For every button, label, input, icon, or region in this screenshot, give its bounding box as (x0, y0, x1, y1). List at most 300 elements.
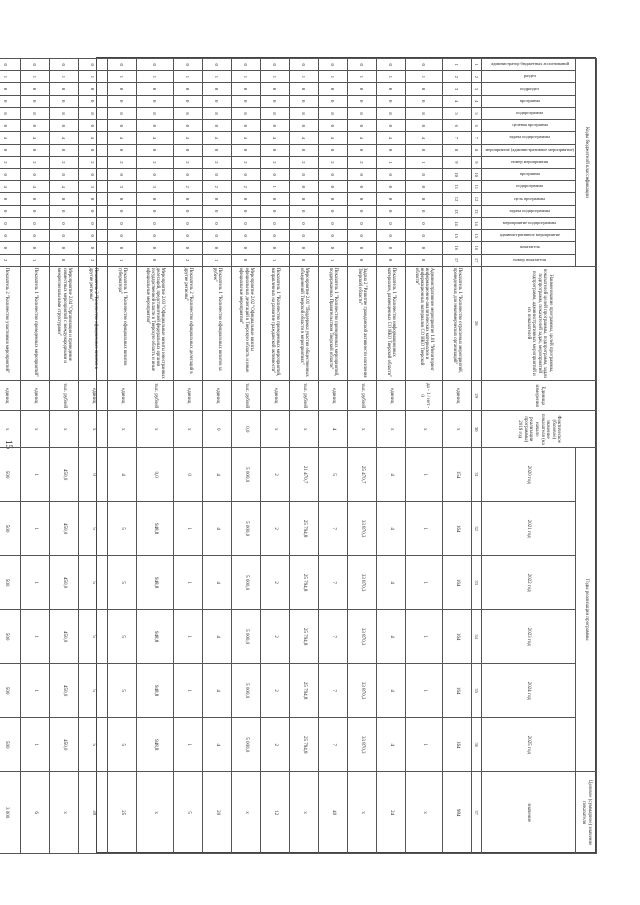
code-cell: 0 (107, 193, 136, 205)
column-header-label: мероприятие подпрограммы (503, 219, 557, 225)
code-cell: 0 (49, 230, 78, 242)
year-value-cell: 25 794,8 (289, 556, 318, 610)
code-cell: 0 (376, 217, 405, 229)
code-cell: 0 (260, 242, 289, 254)
base-header: Фактическое (базовое) значение показателя (на начало реализации программы) 2019 год (481, 411, 596, 448)
code-cell: 4 (376, 132, 405, 144)
code-cell: 8 (173, 107, 202, 119)
code-cell: 0 (260, 83, 289, 95)
column-number: 36 (471, 718, 481, 772)
year-value-cell: 1 (405, 718, 442, 772)
code-cell: 0 (107, 242, 136, 254)
year-value-cell: 25 470,7 (347, 448, 376, 502)
code-cell: 0 (231, 144, 260, 156)
year-value-cell: 25 794,8 (289, 502, 318, 556)
year-value-cell: 33 870,3 (347, 664, 376, 718)
year-value-cell: 1 (20, 556, 49, 610)
code-cell: 0 (405, 168, 442, 180)
year-value-cell: 1 (405, 664, 442, 718)
code-cell: 0 (78, 168, 107, 180)
code-cell: 1 (376, 156, 405, 168)
code-cell: 0 (20, 168, 49, 180)
year-value-cell: 450,0 (49, 448, 78, 502)
year-value-cell: 2 (260, 610, 289, 664)
column-number: 12 (471, 193, 481, 205)
code-cell: 0 (376, 95, 405, 107)
code-cell: 0 (376, 181, 405, 193)
code-cell: 0 (107, 59, 136, 71)
code-cell: 0 (20, 230, 49, 242)
final-value-cell: 984 (442, 772, 471, 854)
final-value-cell: 5 (173, 772, 202, 854)
code-column-header (481, 95, 575, 107)
doc-column-header (481, 242, 575, 254)
unit-cell: единиц (442, 380, 471, 411)
table-row (78, 59, 107, 854)
column-number: 34 (471, 610, 481, 664)
code-cell: 0 (49, 217, 78, 229)
year-value-cell: 1 (20, 502, 49, 556)
final-value-cell: 40 (318, 772, 347, 854)
unit-cell: тыс. рублей (231, 380, 260, 411)
year-header: 2022 год (481, 556, 575, 610)
code-cell: 2 (173, 156, 202, 168)
unit-cell: единиц (260, 380, 289, 411)
indicator-name: Мероприятие 2.01 "Поддержка участия общественных объединений Тверской области в мероприятиях" (289, 266, 318, 380)
code-cell: 8 (0, 107, 20, 119)
code-cell: 0 (231, 95, 260, 107)
code-cell: 4 (0, 132, 20, 144)
code-cell: 0 (136, 83, 173, 95)
code-cell: 1 (405, 156, 442, 168)
code-cell: 0 (136, 168, 173, 180)
code-cell: 0 (405, 59, 442, 71)
code-cell: 0 (289, 254, 318, 266)
code-cell: 0 (405, 181, 442, 193)
code-cell: 0 (347, 230, 376, 242)
year-value-cell: 5 000,0 (231, 556, 260, 610)
year-value-cell: 4 (376, 610, 405, 664)
year-value-cell: 4 (202, 556, 231, 610)
code-cell: 0 (78, 59, 107, 71)
code-cell: 1 (318, 71, 347, 83)
final-value-cell: 30 (78, 772, 107, 854)
doc-column-header (481, 168, 575, 180)
year-value-cell: 948,8 (136, 718, 173, 772)
column-header-label: целевая программа (511, 122, 548, 128)
year-value-cell: 500 (0, 502, 20, 556)
year-value-cell: 25 794,8 (289, 718, 318, 772)
code-cell: 0 (376, 144, 405, 156)
code-cell: 0 (202, 83, 231, 95)
column-number: 35 (471, 664, 481, 718)
year-value-cell: 948,8 (136, 502, 173, 556)
code-cell: 0 (318, 242, 347, 254)
unit-cell: единиц (107, 380, 136, 411)
code-cell: 1 (202, 71, 231, 83)
code-cell: 8 (49, 107, 78, 119)
column-header-label: подраздел (520, 85, 540, 91)
code-cell: 1 (202, 254, 231, 266)
code-column-header (481, 107, 575, 119)
code-cell: 0 (136, 242, 173, 254)
code-cell: 0 (202, 59, 231, 71)
year-value-cell: 164 (442, 718, 471, 772)
table-row (289, 59, 318, 854)
code-cell: 0 (107, 217, 136, 229)
code-cell: 1 (231, 71, 260, 83)
code-cell: 0 (405, 144, 442, 156)
column-number: 30 (471, 411, 481, 448)
code-cell: 2 (78, 254, 107, 266)
code-cell: 0 (0, 205, 20, 217)
column-header-label: мероприятие (административное мероприятие) (485, 146, 574, 152)
column-header-label: подпрограмма (516, 110, 544, 116)
code-cell: 0 (260, 205, 289, 217)
code-cell: 0 (376, 168, 405, 180)
code-cell: 0 (173, 205, 202, 217)
code-cell: 0 (289, 59, 318, 71)
code-cell: 1 (442, 59, 471, 71)
code-cell: 1 (107, 71, 136, 83)
name-header: Наименование программы, целей программы, показателей целей программы, подпрограмм, задач подпрограмм, показателей задач, мероприятий подпрограмм, административных мероприятий и их показателей (481, 266, 596, 380)
year-value-cell: 5 000,0 (231, 610, 260, 664)
year-value-cell: 4 (376, 502, 405, 556)
year-value-cell: 1 (20, 664, 49, 718)
code-cell: 0 (347, 120, 376, 132)
final-value-cell: 25 (107, 772, 136, 854)
column-header-label: задача подпрограммы (509, 134, 551, 140)
final-value-cell: 12 (260, 772, 289, 854)
code-cell: 8 (260, 107, 289, 119)
code-cell: 2 (202, 181, 231, 193)
year-value-cell: 5 (318, 448, 347, 502)
column-number: 14 (471, 217, 481, 229)
code-cell: 1 (173, 71, 202, 83)
code-cell: 0 (231, 83, 260, 95)
code-cell: 0 (173, 230, 202, 242)
unit-cell: единиц (78, 380, 107, 411)
column-header-label: программа (519, 171, 540, 177)
code-cell: 8 (289, 107, 318, 119)
indicator-name: Показатель 1 "Количество проведенных мероприятий" (20, 266, 49, 380)
code-cell: 1 (78, 71, 107, 83)
code-cell: 16 (442, 242, 471, 254)
code-cell: 0 (289, 168, 318, 180)
code-column-header (481, 144, 575, 156)
indicator-name: Показатель 1 "Количество проведенных мероприятий, поддержанных Правительством Тверской области" (318, 266, 347, 380)
base-cell: х (289, 411, 318, 448)
code-cell: 0 (347, 144, 376, 156)
code-cell: 0 (260, 230, 289, 242)
unit-cell: единиц (376, 380, 405, 411)
year-value-cell: 1 (405, 556, 442, 610)
code-cell: 11 (442, 181, 471, 193)
code-cell: 0 (0, 83, 20, 95)
code-cell: 0 (231, 59, 260, 71)
year-value-cell: 1 (20, 610, 49, 664)
final-value-cell: х (49, 772, 78, 854)
code-cell: 0 (318, 120, 347, 132)
code-cell: 0 (318, 217, 347, 229)
year-value-cell: 2 (260, 556, 289, 610)
code-cell: 0 (49, 59, 78, 71)
code-cell: 0 (107, 205, 136, 217)
code-cell: 0 (20, 242, 49, 254)
year-value-cell: 164 (442, 664, 471, 718)
program-indicators-table (0, 58, 597, 854)
code-cell: 4 (442, 95, 471, 107)
code-cell: 2 (173, 254, 202, 266)
indicator-name: Показатель 2 "Количество официальных делегаций в другие регионы" (173, 266, 202, 380)
table-row (405, 59, 442, 854)
code-cell: 8 (78, 107, 107, 119)
code-cell: 0 (347, 254, 376, 266)
year-value-cell: 4 (202, 664, 231, 718)
year-value-cell: 4 (376, 556, 405, 610)
code-cell: 0 (136, 95, 173, 107)
unit-cell: тыс. рублей (136, 380, 173, 411)
code-cell: 12 (442, 193, 471, 205)
code-cell: 0 (78, 95, 107, 107)
code-cell: 0 (231, 254, 260, 266)
code-cell: 1 (20, 71, 49, 83)
code-cell: 4 (347, 132, 376, 144)
code-cell: 0 (260, 144, 289, 156)
indicator-name: Показатель 2 "Количество участников мероприятий" (0, 266, 20, 380)
code-cell: 3 (78, 181, 107, 193)
code-cell: 0 (49, 120, 78, 132)
code-cell: 0 (289, 193, 318, 205)
doc-column-header (481, 230, 575, 242)
year-value-cell: 948,8 (136, 664, 173, 718)
code-cell: 4 (20, 132, 49, 144)
code-cell: 0 (405, 120, 442, 132)
code-cell: 0 (49, 193, 78, 205)
year-value-cell: 0 (173, 448, 202, 502)
year-value-cell: 500 (0, 556, 20, 610)
year-value-cell: 500 (0, 664, 20, 718)
code-cell: 4 (78, 132, 107, 144)
code-cell: 0 (107, 83, 136, 95)
code-cell: 0 (318, 230, 347, 242)
year-value-cell: 4 (202, 502, 231, 556)
code-cell: 0 (202, 168, 231, 180)
code-cell: 0 (376, 254, 405, 266)
indicator-name: Показатель 1 "Количество проведенных мероприятий, направленных на развитие гражданской активности" (260, 266, 289, 380)
final-value-cell: 20 (202, 772, 231, 854)
year-value-cell: 5 (107, 664, 136, 718)
code-cell: 0 (173, 95, 202, 107)
code-cell: 0 (231, 230, 260, 242)
code-column-header (481, 71, 575, 83)
year-value-cell: 4 (107, 448, 136, 502)
column-header-label: задача подпрограммы (509, 207, 551, 213)
year-value-cell: 500 (0, 718, 20, 772)
column-header-label: раздел (523, 73, 536, 79)
column-number: 9 (471, 156, 481, 168)
year-value-cell: 4 (202, 448, 231, 502)
year-value-cell: 25 794,8 (289, 610, 318, 664)
final-value-cell: х (231, 772, 260, 854)
code-cell: 4 (289, 132, 318, 144)
code-cell: 14 (442, 217, 471, 229)
code-cell: 0 (405, 230, 442, 242)
column-number: 13 (471, 205, 481, 217)
code-cell: 8 (136, 107, 173, 119)
unit-cell: тыс. рублей (347, 380, 376, 411)
year-value-cell: 1 (173, 718, 202, 772)
code-cell: 0 (202, 205, 231, 217)
year-value-cell: 5 (78, 718, 107, 772)
final-value-cell: х (347, 772, 376, 854)
code-cell: 4 (202, 132, 231, 144)
base-cell: х (49, 411, 78, 448)
codes-header: Коды бюджетной классификации (576, 59, 597, 267)
code-cell: 0 (318, 144, 347, 156)
code-cell: 0 (49, 254, 78, 266)
base-cell: х (20, 411, 49, 448)
year-header: 2025 год (481, 718, 575, 772)
year-value-cell: 21 470,7 (289, 448, 318, 502)
code-cell: 0 (173, 120, 202, 132)
code-cell: 0 (260, 59, 289, 71)
unit-cell: тыс. рублей (49, 380, 78, 411)
code-cell: 4 (20, 181, 49, 193)
column-header-label: номер мероприятия (511, 158, 549, 164)
code-cell: 0 (347, 59, 376, 71)
code-cell: 4 (107, 132, 136, 144)
code-cell: 0 (0, 242, 20, 254)
code-cell: 0 (376, 230, 405, 242)
base-cell: х (442, 411, 471, 448)
column-header-label: подпрограмма (516, 183, 544, 189)
code-cell: 0 (347, 83, 376, 95)
code-cell: 2 (0, 254, 20, 266)
code-cell: 0 (347, 242, 376, 254)
indicator-name: Показатель 2 "Количество официальных визитов в другие регионы" (78, 266, 107, 380)
year-value-cell: 1 (173, 556, 202, 610)
code-cell: 0 (231, 193, 260, 205)
code-cell: 0 (107, 144, 136, 156)
code-cell: 0 (376, 242, 405, 254)
code-cell: 0 (107, 230, 136, 242)
code-cell: 0 (173, 59, 202, 71)
code-cell: 0 (260, 217, 289, 229)
code-cell: 0 (231, 217, 260, 229)
code-cell: 6 (442, 120, 471, 132)
column-number: 15 (471, 230, 481, 242)
code-cell: 0 (78, 242, 107, 254)
base-cell: х (376, 411, 405, 448)
column-number: 28 (471, 266, 481, 380)
indicator-name: Мероприятие 2.03 "Официальные визиты иностранных делегаций, представителей федеральных органов государственной власти в Тверскую область и иные официальные мероприятия" (136, 266, 173, 380)
code-cell: 0 (136, 254, 173, 266)
code-cell: 0 (107, 95, 136, 107)
year-value-cell: 7 (318, 718, 347, 772)
code-cell: 0 (202, 230, 231, 242)
code-cell: 8 (107, 107, 136, 119)
code-cell: 4 (136, 132, 173, 144)
year-value-cell: 1 (405, 610, 442, 664)
table-body (0, 59, 471, 854)
unit-cell: тыс. рублей (289, 380, 318, 411)
year-value-cell: 7 (318, 610, 347, 664)
column-header-label: программа (519, 97, 540, 103)
year-value-cell: 500 (0, 448, 20, 502)
code-cell: 2 (231, 181, 260, 193)
code-cell: 8 (231, 107, 260, 119)
column-number: 2 (471, 71, 481, 83)
year-value-cell: 5 000,0 (231, 448, 260, 502)
code-cell: 0 (136, 230, 173, 242)
code-cell: 1 (107, 254, 136, 266)
column-number: 11 (471, 181, 481, 193)
code-cell: 0 (0, 144, 20, 156)
base-cell: 4 (318, 411, 347, 448)
code-cell: 0 (78, 217, 107, 229)
year-value-cell: 7 (318, 502, 347, 556)
code-cell: 0 (0, 59, 20, 71)
code-cell: 0 (173, 144, 202, 156)
indicator-name: Показатель 1 "Количество информационных материалов, размещенных СО НКО Тверской области" (376, 266, 405, 380)
code-cell: 0 (347, 217, 376, 229)
table-row (347, 59, 376, 854)
table-row (49, 59, 78, 854)
code-cell: 0 (202, 144, 231, 156)
base-cell: х (107, 411, 136, 448)
code-cell: 0 (173, 83, 202, 95)
unit-cell: единиц (0, 380, 20, 411)
table-row (173, 59, 202, 854)
code-cell: 0 (405, 254, 442, 266)
code-cell: 0 (49, 83, 78, 95)
code-cell: 0 (136, 205, 173, 217)
unit-cell: да - 1 / нет - 0 (405, 380, 442, 411)
column-number: 31 (471, 448, 481, 502)
code-cell: 2 (136, 156, 173, 168)
code-cell: 0 (289, 83, 318, 95)
base-cell: х (173, 411, 202, 448)
unit-cell: единиц (318, 380, 347, 411)
year-value-cell: 164 (442, 502, 471, 556)
code-cell: 1 (376, 71, 405, 83)
code-cell: 0 (78, 230, 107, 242)
base-cell: х (347, 411, 376, 448)
code-cell: 0 (49, 168, 78, 180)
indicator-name: Мероприятие 2.02 "Официальные визиты официальных делегаций в Тверскую область и иные официальные мероприятия" (231, 266, 260, 380)
year-value-cell: 5 000,0 (231, 664, 260, 718)
table-rotor (3, 58, 597, 854)
code-cell: 4 (173, 132, 202, 144)
code-cell: 0 (20, 144, 49, 156)
code-cell: 1 (347, 71, 376, 83)
table-row (20, 59, 49, 854)
code-cell: 8 (442, 144, 471, 156)
final-value-cell: 24 (376, 772, 405, 854)
code-cell: 17 (442, 254, 471, 266)
year-value-cell: 33 870,3 (347, 556, 376, 610)
code-cell: 8 (318, 107, 347, 119)
code-cell: 0 (78, 144, 107, 156)
code-cell: 0 (318, 181, 347, 193)
code-cell: 0 (136, 144, 173, 156)
code-cell: 0 (173, 193, 202, 205)
column-header-label: цель программы (514, 195, 546, 201)
year-value-cell: 4 (376, 448, 405, 502)
column-number: 3 (471, 83, 481, 95)
code-cell: 0 (289, 95, 318, 107)
